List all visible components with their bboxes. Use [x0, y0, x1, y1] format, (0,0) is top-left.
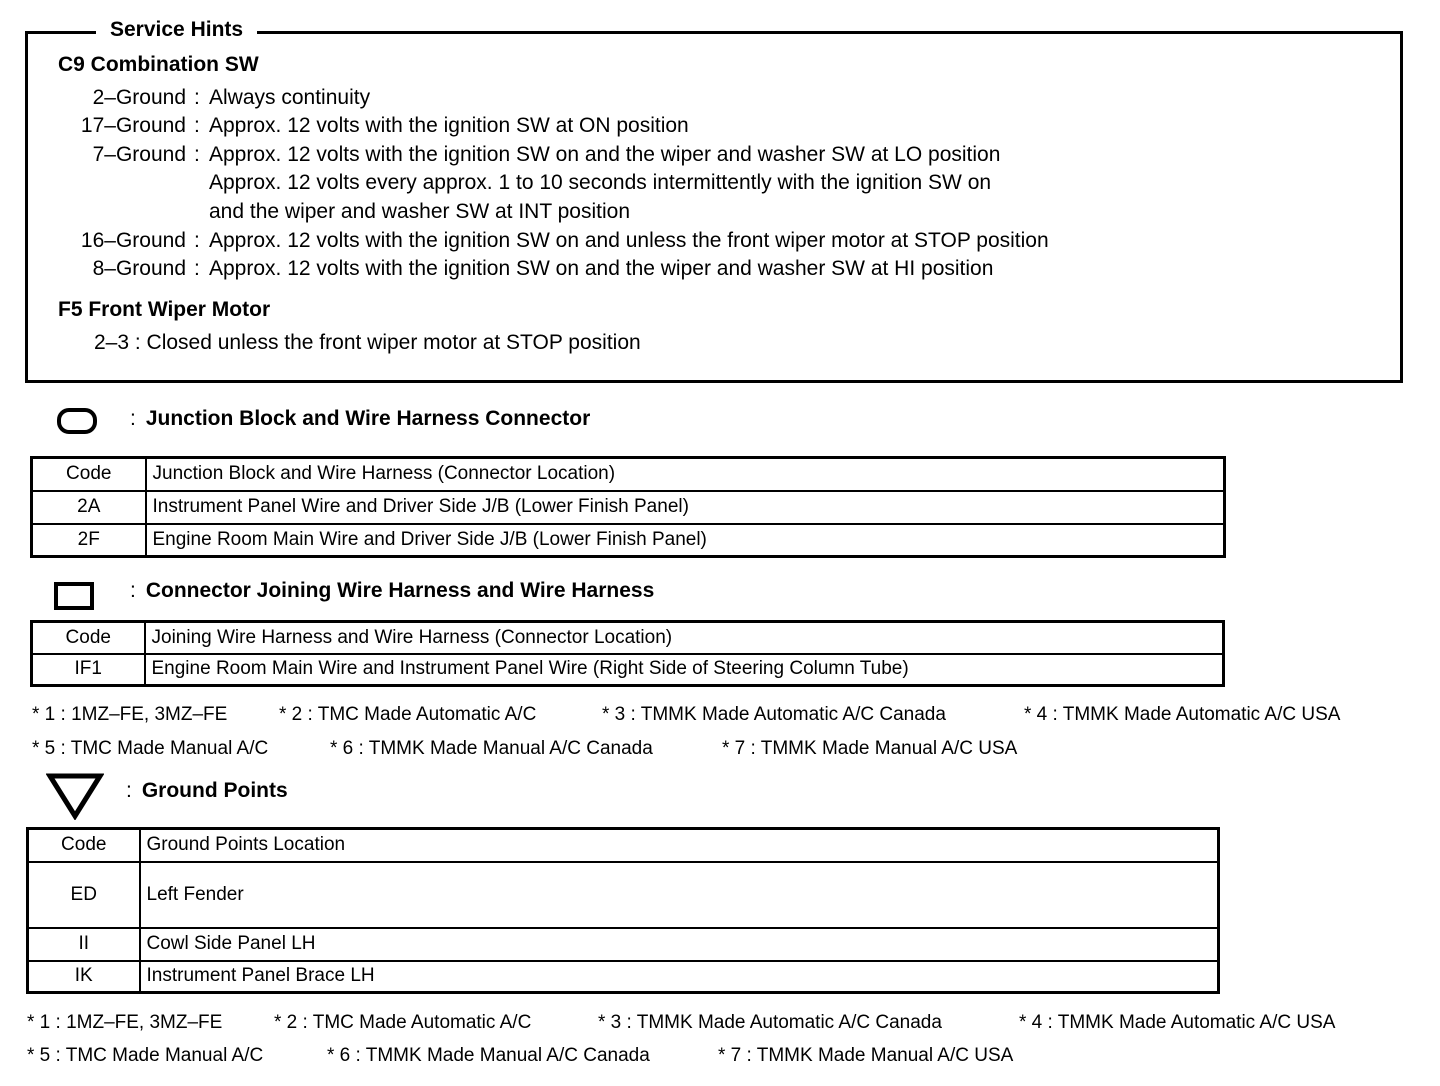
hint-line: [0, 112, 1300, 140]
hint-line: 2–3 : Closed unless the front wiper motor at STOP position: [94, 331, 641, 354]
footnote: * 4 : TMMK Made Automatic A/C USA: [1024, 704, 1341, 725]
rectangle-connector-icon: [54, 582, 94, 610]
hint-colon: :: [194, 229, 200, 252]
table-header-row: [32, 458, 1225, 491]
header-description: Joining Wire Harness and Wire Harness (Connector Location): [145, 622, 1224, 654]
footnote: * 3 : TMMK Made Automatic A/C Canada: [602, 704, 946, 725]
cell-code: IK: [28, 961, 140, 993]
heading-colon: :: [130, 579, 136, 602]
footnote: * 6 : TMMK Made Manual A/C Canada: [327, 1045, 650, 1066]
table-header-row: [32, 622, 1224, 654]
table-header-row: [28, 829, 1219, 862]
footnote: * 1 : 1MZ–FE, 3MZ–FE: [32, 704, 228, 725]
hint-pin: 17–Ground: [80, 114, 186, 137]
footnote: * 5 : TMC Made Manual A/C: [32, 738, 269, 759]
table-row: [28, 928, 1219, 961]
hint-pin: 8–Ground: [92, 257, 186, 280]
cell-code: IF1: [32, 654, 145, 686]
footnote: * 4 : TMMK Made Automatic A/C USA: [1019, 1012, 1336, 1033]
footnote: * 3 : TMMK Made Automatic A/C Canada: [598, 1012, 942, 1033]
header-description: Junction Block and Wire Harness (Connector Location): [146, 458, 1225, 491]
heading-text: Ground Points: [141, 779, 288, 802]
cell-description: Left Fender: [140, 862, 1219, 928]
hint-colon: :: [194, 114, 200, 137]
ground-points-table: [26, 827, 1220, 994]
heading-text: Junction Block and Wire Harness Connector: [145, 407, 591, 430]
hint-description: Approx. 12 volts with the ignition SW on and unless the front wiper motor at STOP position: [209, 229, 1049, 252]
hint-line: [0, 255, 1300, 283]
junction-block-table: [30, 456, 1226, 558]
cell-code: 2A: [32, 491, 146, 524]
connector-joining-heading: [130, 579, 654, 603]
footnote: * 7 : TMMK Made Manual A/C USA: [722, 738, 1018, 759]
hint-line: [0, 169, 1300, 197]
hint-pin: 7–Ground: [92, 143, 186, 166]
section-title-f5: F5 Front Wiper Motor: [58, 298, 271, 321]
footnote: * 2 : TMC Made Automatic A/C: [274, 1012, 532, 1033]
hint-line: [0, 227, 1300, 255]
cell-description: Instrument Panel Wire and Driver Side J/B (Lower Finish Panel): [146, 491, 1225, 524]
hint-description: Approx. 12 volts with the ignition SW on and the wiper and washer SW at HI position: [209, 257, 994, 280]
hint-description: Always continuity: [209, 86, 371, 109]
header-code: Code: [32, 622, 145, 654]
service-hints-title: Service Hints: [96, 18, 257, 42]
table-row: [32, 654, 1224, 686]
footnote: * 7 : TMMK Made Manual A/C USA: [718, 1045, 1014, 1066]
table-row: [28, 961, 1219, 993]
cell-description: Engine Room Main Wire and Driver Side J/B (Lower Finish Panel): [146, 524, 1225, 557]
hint-pin: 16–Ground: [80, 229, 186, 252]
heading-colon: :: [126, 779, 132, 802]
hint-colon: :: [194, 257, 200, 280]
header-code: Code: [28, 829, 140, 862]
header-code: Code: [32, 458, 146, 491]
hint-colon: :: [194, 143, 200, 166]
hint-pin: 2–Ground: [92, 86, 186, 109]
ground-points-heading: [126, 779, 288, 803]
cell-code: ED: [28, 862, 140, 928]
oval-connector-icon: [57, 408, 97, 434]
hint-colon: :: [194, 86, 200, 109]
cell-description: Cowl Side Panel LH: [140, 928, 1219, 961]
footnote: * 2 : TMC Made Automatic A/C: [279, 704, 537, 725]
cell-code: II: [28, 928, 140, 961]
hint-description: and the wiper and washer SW at INT position: [209, 200, 630, 223]
hint-description: Approx. 12 volts every approx. 1 to 10 seconds intermittently with the ignition SW on: [209, 171, 992, 194]
table-row: [32, 524, 1225, 557]
table-row: [28, 862, 1219, 928]
cell-code: 2F: [32, 524, 146, 557]
hint-line: [0, 198, 1300, 226]
hint-line: [0, 141, 1300, 169]
connector-joining-table: [30, 620, 1225, 687]
footnote: * 6 : TMMK Made Manual A/C Canada: [330, 738, 653, 759]
footnote: * 1 : 1MZ–FE, 3MZ–FE: [27, 1012, 223, 1033]
heading-text: Connector Joining Wire Harness and Wire Harness: [145, 579, 655, 602]
hint-line: [0, 84, 1300, 112]
junction-block-heading: [130, 407, 590, 431]
section-title-c9: C9 Combination SW: [58, 53, 259, 76]
hint-description: Approx. 12 volts with the ignition SW on and the wiper and washer SW at LO position: [209, 143, 1001, 166]
cell-description: Instrument Panel Brace LH: [140, 961, 1219, 993]
header-description: Ground Points Location: [140, 829, 1219, 862]
footnote: * 5 : TMC Made Manual A/C: [27, 1045, 264, 1066]
cell-description: Engine Room Main Wire and Instrument Panel Wire (Right Side of Steering Column Tube): [145, 654, 1224, 686]
table-row: [32, 491, 1225, 524]
hint-description: Approx. 12 volts with the ignition SW at ON position: [209, 114, 689, 137]
heading-colon: :: [130, 407, 136, 430]
triangle-ground-icon: [46, 772, 104, 820]
